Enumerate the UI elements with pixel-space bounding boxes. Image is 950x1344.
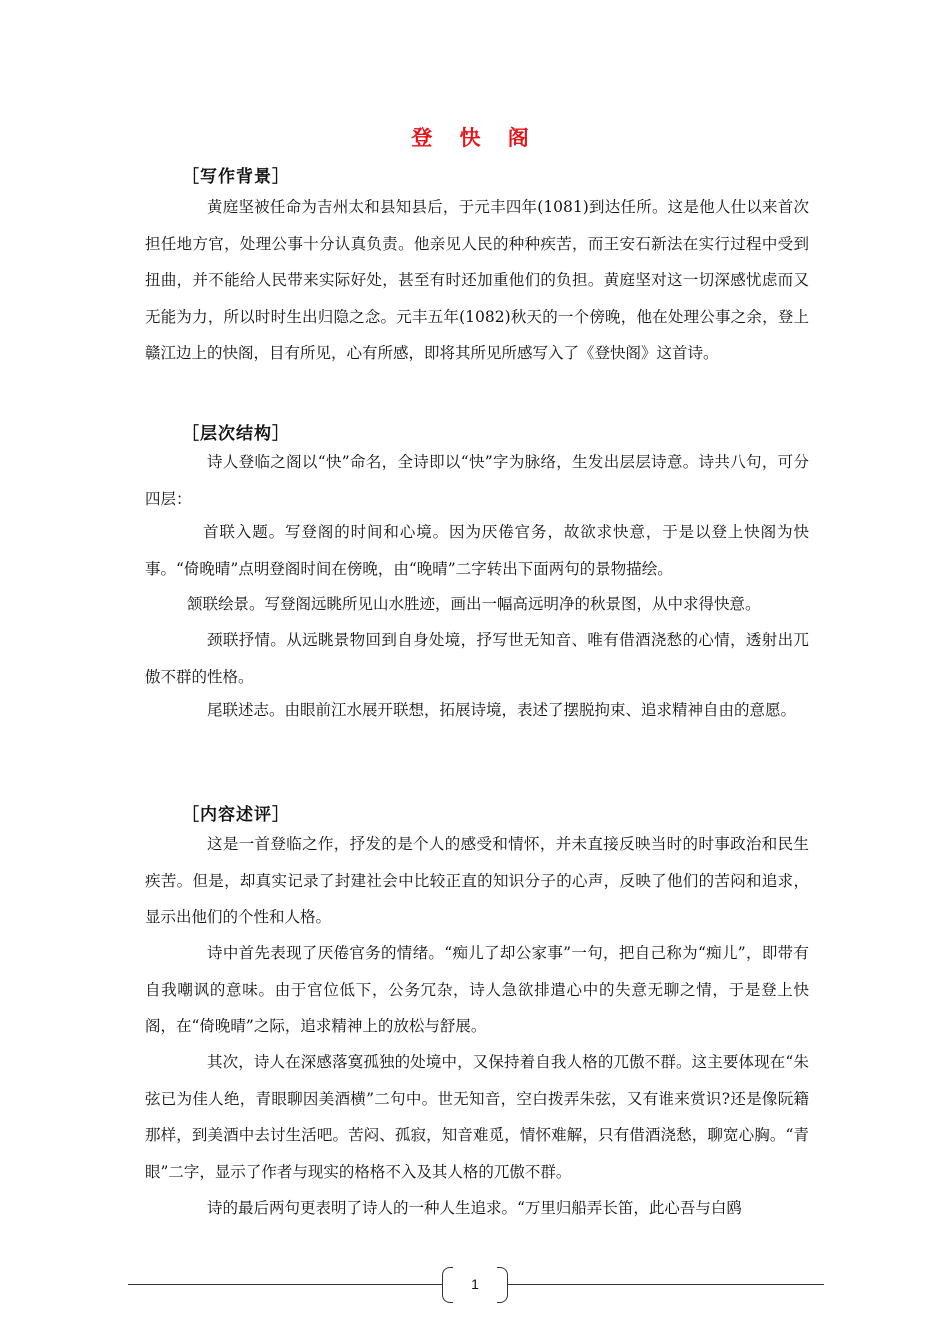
footer-rule-left xyxy=(128,1284,442,1285)
paragraph-structure-last-couplet: 尾联述志。由眼前江水展开联想，拓展诗境，表述了摆脱拘束、追求精神自由的意愿。 xyxy=(207,701,797,719)
page-number: 1 xyxy=(471,1276,479,1292)
page-number-box xyxy=(442,1267,508,1301)
footer-rule-right xyxy=(508,1284,824,1285)
heading-structure: ［层次结构］ xyxy=(182,424,290,444)
heading-content-review: ［内容述评］ xyxy=(182,805,290,825)
paragraph-review-3: 其次，诗人在深感落寞孤独的处境中，又保持着自我人格的兀傲不群。这主要体现在“朱弦已为佳人绝，青眼聊因美酒横”二句中。世无知音，空白拨弄朱弦，又有谁来赏识?还是像阮籍那样，到美酒中去讨生活吧。苦闷、孤寂，知音难觅，情怀难解，只有借酒浇愁，聊宽心胸。“青眼”二字，显示了作者与现实的格格不入及其人格的兀傲不群。 xyxy=(145,1053,809,1181)
bracket-left-icon xyxy=(442,1267,453,1303)
paragraph-background: 黄庭坚被任命为吉州太和县知县后，于元丰四年(1081)到达任所。这是他人仕以来首次担任地方官，处理公事十分认真负责。他亲见人民的种种疾苦，而王安石新法在实行过程中受到扭曲，并不能给人民带来实际好处，甚至有时还加重他们的负担。黄庭坚对这一切深感忧虑而又无能为力，所以时时生出归隐之念。元丰五年(1082)秋天的一个傍晚，他在处理公事之余，登上赣江边上的快阁，目有所见，心有所感，即将其所见所感写入了《登快阁》这首诗。 xyxy=(145,198,809,362)
poem-title: 登 快 阁 xyxy=(411,126,539,150)
paragraph-structure-second-couplet: 颔联绘景。写登阁远眺所见山水胜迹，画出一幅高远明净的秋景图，从中求得快意。 xyxy=(187,595,761,613)
paragraph-review-1: 这是一首登临之作，抒发的是个人的感受和情怀，并未直接反映当时的时事政治和民生疾苦。但是，却真实记录了封建社会中比较正直的知识分子的心声，反映了他们的苦闷和追求，显示出他们的个性和人格。 xyxy=(145,835,809,926)
paragraph-structure-third-couplet: 颈联抒情。从远眺景物回到自身处境，抒写世无知音、唯有借酒浇愁的心情，透射出兀傲不群的性格。 xyxy=(145,631,809,686)
bracket-right-icon xyxy=(497,1267,508,1303)
paragraph-review-4: 诗的最后两句更表明了诗人的一种人生追求。“万里归船弄长笛，此心吾与白鸥 xyxy=(207,1199,742,1217)
heading-writing-background: ［写作背景］ xyxy=(182,167,290,187)
paragraph-structure-first-couplet: 首联入题。写登阁的时间和心境。因为厌倦官务，故欲求快意，于是以登上快阁为快事。“倚晚晴”点明登阁时间在傍晚，由“晚晴”二字转出下面两句的景物描绘。 xyxy=(145,523,809,578)
paragraph-structure-intro: 诗人登临之阁以“快”命名，全诗即以“快”字为脉络，生发出层层诗意。诗共八句，可分四层： xyxy=(145,453,809,508)
paragraph-review-2: 诗中首先表现了厌倦官务的情绪。“痴儿了却公家事”一句，把自己称为“痴儿”，即带有自我嘲讽的意味。由于官位低下，公务冗杂，诗人急欲排遣心中的失意无聊之情，于是登上快阁，在“倚晚晴”之际，追求精神上的放松与舒展。 xyxy=(145,944,809,1035)
